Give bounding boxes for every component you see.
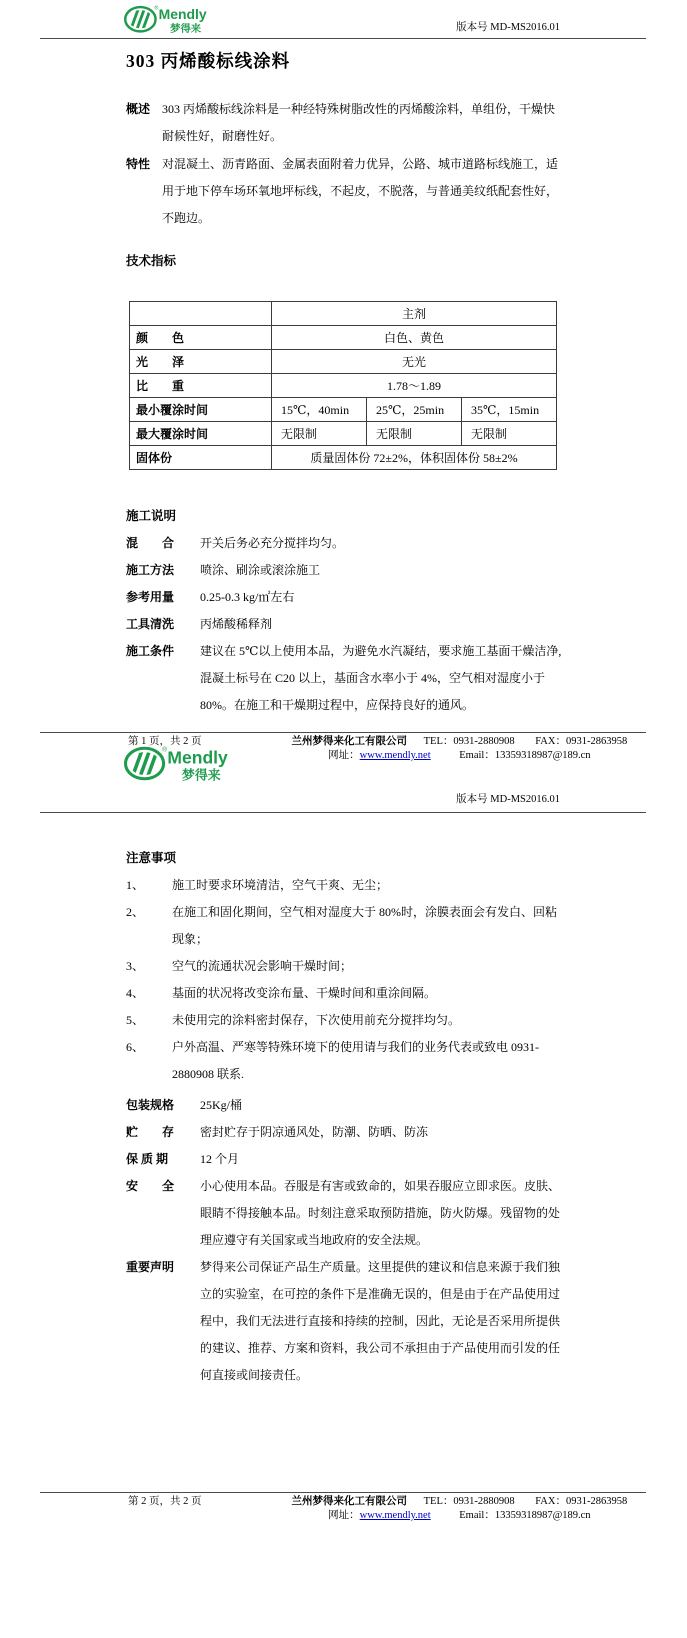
- footer-tel: TEL：0931-2880908: [423, 1496, 515, 1507]
- table-cell: 15℃，40min: [272, 398, 367, 422]
- table-cell: 25℃，25min: [367, 398, 462, 422]
- table-cell: 白色、黄色: [272, 326, 557, 350]
- construction-item: [126, 557, 562, 584]
- table-cell: 颜 色: [130, 326, 272, 350]
- table-cell: 无光: [272, 350, 557, 374]
- table-row: [130, 350, 557, 374]
- item-text: 开关后务必充分搅拌均匀。: [200, 536, 345, 550]
- note-number: 6、: [126, 1040, 145, 1054]
- construction-item: [126, 584, 562, 611]
- spec-item: [126, 1146, 562, 1173]
- features-section: [126, 151, 562, 232]
- table-row: [130, 398, 557, 422]
- mendly-logo: [124, 2, 226, 39]
- page-1: [0, 0, 687, 761]
- tech-indicators-heading: 技术指标: [126, 254, 177, 268]
- construction-heading: 施工说明: [126, 509, 177, 523]
- overview-section: [126, 96, 562, 150]
- registered-mark-icon: ®: [154, 5, 159, 12]
- page-number: 第 1 页，共 2 页: [128, 736, 202, 747]
- table-row: [130, 374, 557, 398]
- footer-tel: TEL：0931-2880908: [423, 736, 515, 747]
- note-item: [126, 1007, 562, 1034]
- item-label: 施工条件: [126, 644, 175, 658]
- brand-name-cn: 梦得来: [181, 767, 221, 782]
- note-item: [126, 953, 562, 980]
- note-number: 5、: [126, 1013, 145, 1027]
- item-text: 0.25-0.3 kg/㎡左右: [200, 590, 295, 604]
- footer-email: Email：13359318987@189.cn: [459, 750, 591, 761]
- brand-name-en: Mendly: [167, 747, 228, 768]
- overview-text: 303 丙烯酸标线涂料是一种经特殊树脂改性的丙烯酸涂料，单组份，干燥快耐候性好，耐磨性好。: [162, 102, 556, 143]
- header-rule: [40, 38, 646, 39]
- note-number: 4、: [126, 986, 145, 1000]
- spec-label: 安 全: [126, 1179, 175, 1193]
- note-number: 3、: [126, 959, 145, 973]
- website-link[interactable]: www.mendly.net: [359, 1510, 431, 1521]
- construction-item: [126, 530, 562, 557]
- spec-item: [126, 1092, 562, 1119]
- table-cell: 无限制: [367, 422, 462, 446]
- note-number: 2、: [126, 905, 145, 919]
- spec-text: 12 个月: [200, 1152, 240, 1166]
- table-cell: 无限制: [462, 422, 557, 446]
- spec-text: 密封贮存于阴凉通风处，防潮、防晒、防冻: [200, 1125, 429, 1139]
- spec-item: [126, 1173, 562, 1254]
- item-label: 混 合: [126, 536, 175, 550]
- footer-email: Email：13359318987@189.cn: [459, 1510, 591, 1521]
- site-label: 网址：: [328, 1510, 360, 1521]
- item-text: 喷涂、刷涂或滚涂施工: [200, 563, 321, 577]
- spec-label: 保 质 期: [126, 1152, 169, 1166]
- note-item: [126, 1034, 562, 1088]
- note-item: [126, 872, 562, 899]
- table-cell: 光 泽: [130, 350, 272, 374]
- spec-text: 梦得来公司保证产品生产质量。这里提供的建议和信息来源于我们独立的实验室，在可控的条件下是准确无误的，但是由于在产品使用过程中，我们无法进行直接和持续的控制，因此，无论是否采用所提供的建议、推荐、方案和资料，我公司不承担由于产品使用而引发的任何直接或间接责任。: [200, 1260, 561, 1382]
- header-rule: [40, 812, 646, 813]
- overview-label: 概述: [126, 102, 151, 116]
- mendly-logo: [124, 742, 252, 787]
- website-link[interactable]: www.mendly.net: [359, 750, 431, 761]
- table-cell: 主剂: [272, 302, 557, 326]
- note-item: [126, 899, 562, 953]
- spec-label: 贮 存: [126, 1125, 175, 1139]
- page-2: [0, 740, 687, 1638]
- note-item: [126, 980, 562, 1007]
- spec-label: 包装规格: [126, 1098, 175, 1112]
- features-label: 特性: [126, 157, 151, 171]
- notes-heading: 注意事项: [126, 851, 177, 865]
- mendly-logo-icon: [124, 742, 252, 782]
- item-label: 工具清洗: [126, 617, 175, 631]
- footer-fax: FAX：0931-2863958: [535, 736, 628, 747]
- doc-title: 303 丙烯酸标线涂料: [126, 51, 291, 71]
- table-row: [130, 302, 557, 326]
- table-cell: [130, 302, 272, 326]
- note-text: 空气的流通状况会影响干燥时间；: [172, 959, 353, 973]
- construction-item: [126, 638, 562, 719]
- table-row: [130, 422, 557, 446]
- table-cell: 无限制: [272, 422, 367, 446]
- mendly-logo-icon: [124, 2, 226, 34]
- item-text: 丙烯酸稀释剂: [200, 617, 273, 631]
- note-text: 基面的状况将改变涂布量、干燥时间和重涂间隔。: [172, 986, 437, 1000]
- note-text: 户外高温、严寒等特殊环境下的使用请与我们的业务代表或致电 0931-2880908 联系.: [172, 1040, 539, 1081]
- page-number: 第 2 页，共 2 页: [128, 1496, 202, 1507]
- spec-text: 小心使用本品。吞服是有害或致命的，如果吞服应立即求医。皮肤、眼睛不得接触本品。时刻注意采取预防措施，防火防爆。残留物的处理应遵守有关国家或当地政府的安全法规。: [200, 1179, 561, 1247]
- table-cell: 最大覆涂时间: [130, 422, 272, 446]
- table-cell: 固体份: [130, 446, 272, 470]
- spec-item: [126, 1119, 562, 1146]
- company-name: 兰州梦得来化工有限公司: [291, 736, 407, 747]
- item-label: 参考用量: [126, 590, 175, 604]
- registered-mark-icon: ®: [162, 746, 168, 754]
- table-cell: 1.78～1.89: [272, 374, 557, 398]
- construction-item: [126, 611, 562, 638]
- note-number: 1、: [126, 878, 145, 892]
- table-row: [130, 446, 557, 470]
- page2-footer: [40, 1492, 646, 1523]
- item-label: 施工方法: [126, 563, 175, 577]
- company-name: 兰州梦得来化工有限公司: [291, 1496, 407, 1507]
- version-label: 版本号 MD-MS2016.01: [456, 22, 560, 33]
- spec-item: [126, 1254, 562, 1389]
- page1-header: [0, 0, 687, 39]
- table-cell: 质量固体份 72±2%，体积固体份 58±2%: [272, 446, 557, 470]
- spec-label: 重要声明: [126, 1260, 175, 1274]
- note-text: 施工时要求环境清洁，空气干爽、无尘；: [172, 878, 389, 892]
- note-text: 在施工和固化期间，空气相对湿度大于 80%时，涂膜表面会有发白、回粘现象；: [172, 905, 557, 946]
- footer-fax: FAX：0931-2863958: [535, 1496, 628, 1507]
- brand-name-en: Mendly: [158, 6, 207, 23]
- site-label: 网址：: [328, 750, 360, 761]
- brand-name-cn: 梦得来: [170, 23, 202, 34]
- spec-text: 25Kg/桶: [200, 1098, 243, 1112]
- page2-header: [0, 740, 687, 813]
- item-text: 建议在 5℃以上使用本品，为避免水汽凝结，要求施工基面干燥洁净, 混凝土标号在 C20 以上，基面含水率小于 4%，空气相对湿度小于 80%。在施工和干燥期过程中，应保持良好的通风。: [200, 644, 562, 712]
- table-cell: 最小覆涂时间: [130, 398, 272, 422]
- logo-stripes-icon: [129, 9, 151, 29]
- tech-table: [129, 301, 557, 470]
- table-cell: 35℃，15min: [462, 398, 557, 422]
- features-text: 对混凝土、沥青路面、金属表面附着力优异，公路、城市道路标线施工，适用于地下停车场环氧地坪标线，不起皮，不脱落，与普通美纹纸配套性好，不跑边。: [162, 157, 559, 225]
- version-label: 版本号 MD-MS2016.01: [456, 794, 560, 805]
- table-cell: 比 重: [130, 374, 272, 398]
- table-row: [130, 326, 557, 350]
- logo-stripes-icon: [131, 751, 159, 776]
- note-text: 未使用完的涂料密封保存，下次使用前充分搅拌均匀。: [172, 1013, 461, 1027]
